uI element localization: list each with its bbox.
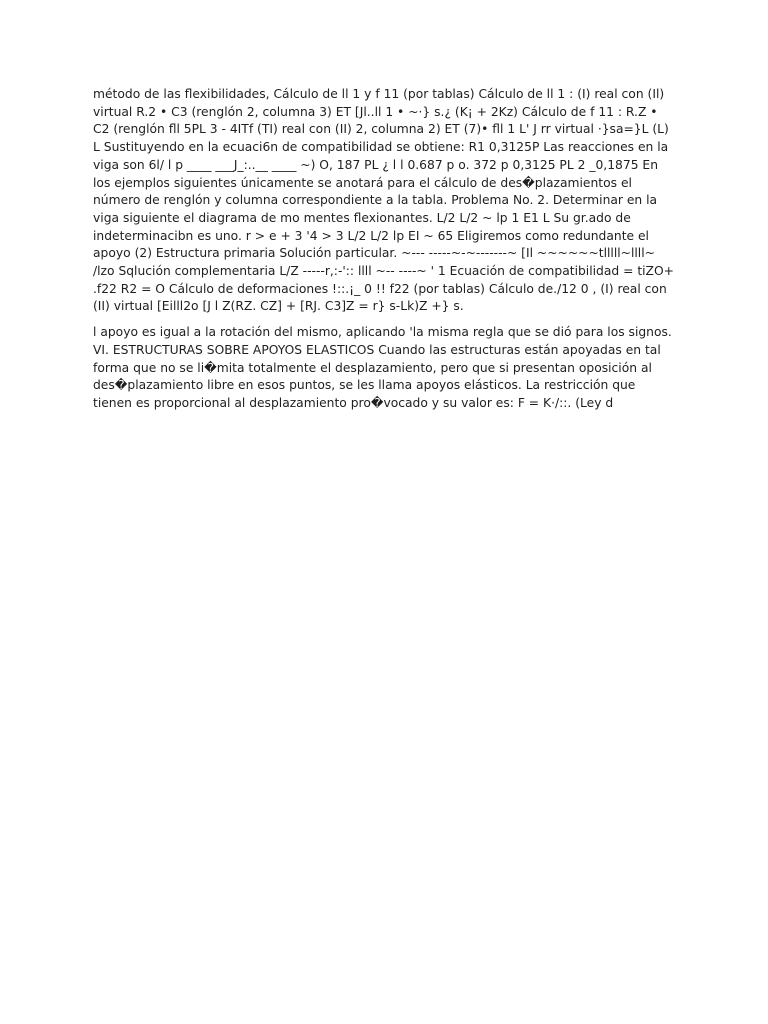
document-body [93,86,677,413]
paragraph: l apoyo es igual a la rotación del mismo, aplicando 'la misma regla que se dió para los signos. VI. ESTRUCTURAS SOBRE APOYOS ELASTICOS Cuando las estructuras están apoyadas en tal forma que no se li�mita totalmente el desplazamiento, pero que si presentan oposición al des�plazamiento libre en esos puntos, se les llama apoyos elásticos. La restricción que tienen es proporcional al desplazamiento pro�vocado y su valor es: F = K·/::. (Ley d [93,325,672,410]
paragraph: método de las flexibilidades, Cálculo de ll 1 y f 11 (por tablas) Cálculo de ll 1 : (I) real con (Il) virtual R.2 • C3 (renglón 2, columna 3) ET [Jl..ll 1 • ~·} s.¿ (K¡ + 2Kz) Cálculo de f 11 : R.Z • C2 (renglón fll 5PL 3 - 4ITf (TI) real con (II) 2, columna 2) ET (7)• fll 1 L' J rr virtual ·}sa=}L (L) L Sustituyendo en la ecuaci6n de compatibilidad se obtiene: R1 0,3125P Las reacciones en la viga son 6l/ l p ____ ___J_:..__ ____ ~) O, 187 PL ¿ l l 0.687 p o. 372 p 0,3125 PL 2 _0,1875 En los ejemplos siguientes únicamente se anotará para el cálculo de des�plazamientos el número de renglón y columna correspondiente a la tabla. Problema No. 2. Determinar en la viga siguiente el diagrama de mo mentes flexionantes. L/2 L/2 ~ lp 1 E1 L Su gr.ado de indeterminacibn es uno. r > e + 3 '4 > 3 L/2 L/2 lp EI ~ 65 Eligiremos como redundante el apoyo (2) Estructura primaria Solución particular. ~--- -----~-~-------~ [Il ~~~~~~tlllll~llll~ /lzo Sqlución complementaria L/Z -----r,:-':: llll ~-- ----~ ' 1 Ecuación de compatibilidad = tiZO+ .f22 R2 = O Cálculo de deformaciones !::.¡_ 0 !! f22 (por tablas) Cálculo de./12 0 , (I) real con (II) virtual [Eilll2o [J l Z(RZ. CZ] + [RJ. C3]Z = r} s-Lk)Z +} s. [93,87,674,314]
